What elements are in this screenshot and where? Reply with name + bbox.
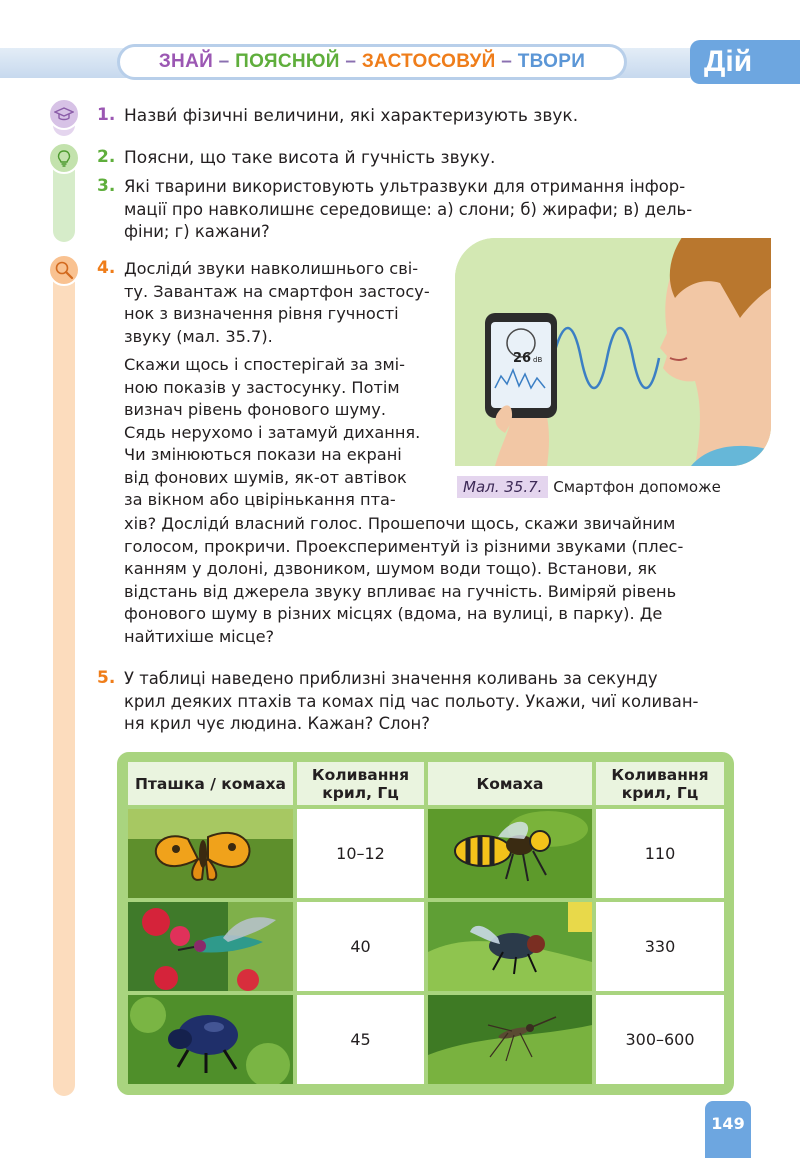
figure-smartphone-illustration (455, 238, 771, 466)
header-title: ЗНАЙ – ПОЯСНЮЙ – ЗАСТОСОВУЙ – ТВОРИ (117, 44, 627, 80)
table-row-2-left-value: 40 (297, 902, 424, 991)
wasp-photo (428, 809, 592, 898)
mosquito-photo (428, 995, 592, 1084)
question-1-text: Назви́ фізичні величини, які характеризують звук. (124, 106, 579, 126)
question-4-paragraph-wide: хів? Досліди́ власний голос. Прошепочи щось, скажи звичайним голосом, прокричи. Проекспериментуй із різними звуками (плес- канням у долоні, дзвоником, шумом води тощо). Встанови, як відстань від джерела звуку впливає на гучність. Виміряй рівень фонового шуму в різних місцях (вдома, на вулиці, в парку). Де найтихіше місце? (124, 514, 684, 646)
table-header-insect: Комаха (428, 762, 592, 805)
table-row-1-left-value: 10–12 (297, 809, 424, 898)
table-row-3-right-value: 300–600 (596, 995, 724, 1084)
table-row-3-left-value: 45 (297, 995, 424, 1084)
question-2-number: 2. (97, 147, 116, 167)
table-row-1-right-value: 110 (596, 809, 724, 898)
question-4-intro: Досліди́ звуки навколишнього сві- ту. Завантаж на смартфон застосу- нок з визначення рівня гучності звуку (мал. 35.7). (124, 259, 430, 346)
table-header-frequency-2: Коливання крил, Гц (596, 762, 724, 805)
header-word-know: ЗНАЙ (158, 51, 214, 72)
header-word-create: ТВОРИ (517, 51, 586, 72)
table-header-bird-insect: Пташка / комаха (128, 762, 293, 805)
table-row-2-right-value: 330 (596, 902, 724, 991)
question-5-text: У таблиці наведено приблизні значення коливань за секунду крил деяких птахів та комах під час польоту. Укажи, чиї коливан- ня крил чує людина. Кажан? Слон? (124, 669, 699, 733)
question-3-text: Які тварини використовують ультразвуки для отримання інфор- мації про навколишнє середовище: а) слони; б) жирафи; в) дель- фіни; г) кажани? (124, 177, 693, 241)
figure-caption-text: Смартфон допоможе (553, 478, 721, 496)
lightbulb-icon (48, 142, 80, 174)
phone-reading: 26 (513, 351, 532, 366)
section-tab: Дій (690, 40, 800, 84)
svg-text:dB: dB (533, 356, 543, 364)
beetle-photo (128, 995, 293, 1084)
header-word-explain: ПОЯСНЮЙ (235, 51, 340, 72)
question-4-number: 4. (97, 258, 116, 278)
graduation-cap-icon (48, 98, 80, 130)
track-apply (53, 258, 75, 1096)
magnifier-icon (48, 254, 80, 286)
fly-photo (428, 902, 592, 991)
header-word-apply: ЗАСТОСОВУЙ (361, 51, 496, 72)
figure-caption (457, 478, 721, 496)
question-5-number: 5. (97, 668, 116, 688)
question-3-number: 3. (97, 176, 116, 196)
figure-caption-label: Мал. 35.7. (457, 476, 548, 498)
question-2-text: Поясни, що таке висота й гучність звуку. (124, 148, 496, 168)
hummingbird-photo (128, 902, 293, 991)
butterfly-photo (128, 809, 293, 898)
question-1-number: 1. (97, 105, 116, 125)
wing-frequency-table (117, 752, 734, 1095)
table-header-frequency-1: Коливання крил, Гц (297, 762, 424, 805)
question-4-paragraph-narrow: Скажи щось і спостерігай за змі- ною показів у застосунку. Потім визнач рівень фонового шуму. Сядь нерухомо і затамуй дихання. Чи змінюються покази на екрані від фонових шумів, як-от автівок за вікном або цвірінькання пта- (124, 355, 421, 509)
page-number: 149 (705, 1101, 751, 1158)
